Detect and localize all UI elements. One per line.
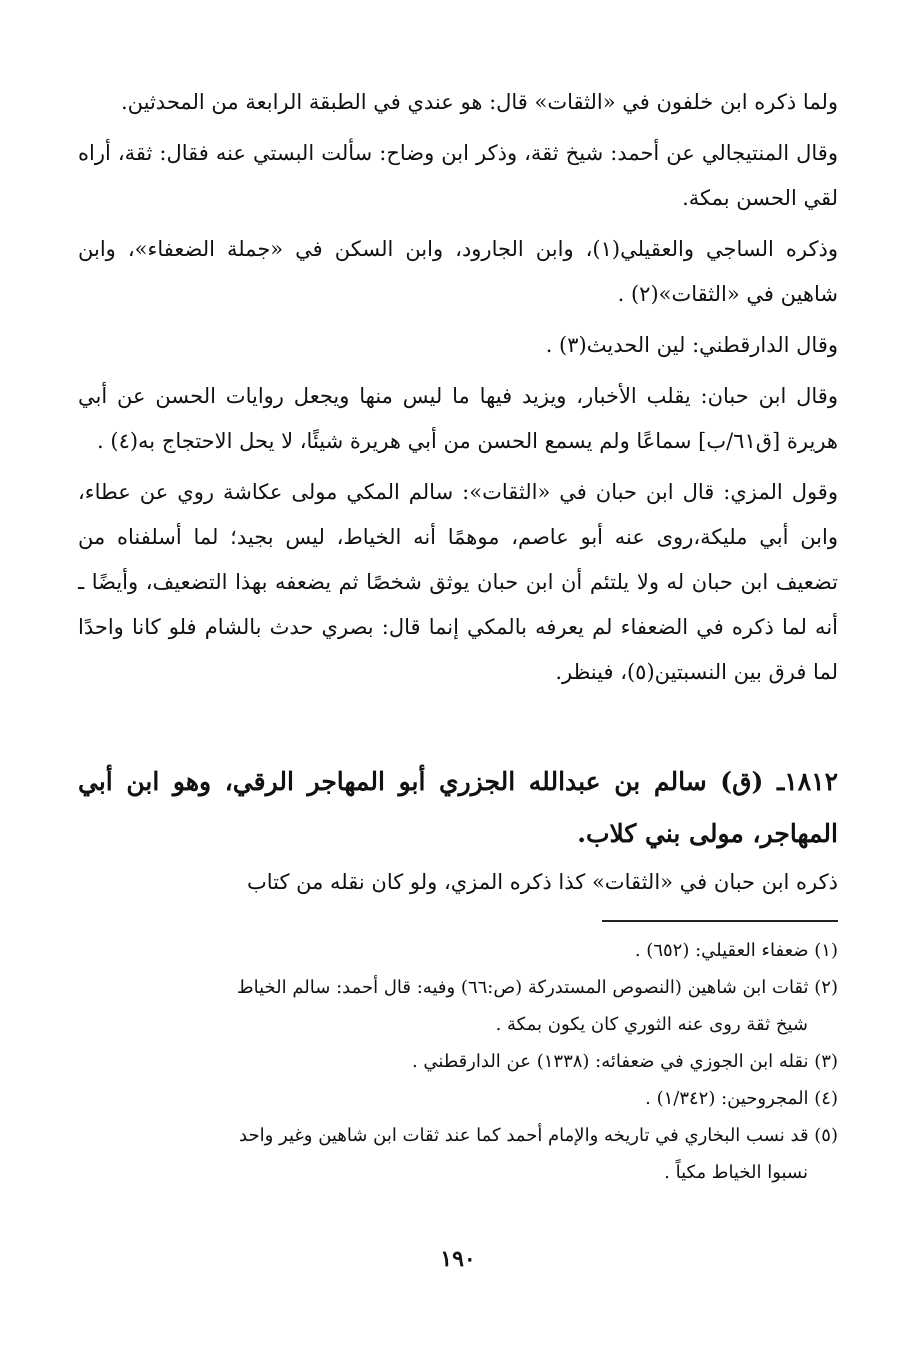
footnote-2-continuation: شيخ ثقة روى عنه الثوري كان يكون بمكة . [495, 1014, 808, 1035]
entry-heading: ١٨١٢ـ (ق) سالم بن عبدالله الجزري أبو المهاجر الرقي، وهو ابن أبي المهاجر، مولى بني كلاب. [78, 767, 838, 848]
paragraph-2: وقال المنتيجالي عن أحمد: شيخ ثقة، وذكر ابن وضاح: سألت البستي عنه فقال: ثقة، أراه لقي الحسن بمكة. [78, 141, 838, 210]
paragraph-5: وقال ابن حبان: يقلب الأخبار، ويزيد فيها ما ليس منها ويجعل روايات الحسن عن أبي هريرة [ق٦١/ب] سماعًا ولم يسمع الحسن من أبي هريرة شيئًا، لا يحل الاحتجاج به(٤) . [78, 384, 838, 453]
footnote-separator [602, 920, 838, 922]
footnote-2: (٢) ثقات ابن شاهين (النصوص المستدركة (ص:٦٦) وفيه: قال أحمد: سالم الخياط [236, 977, 838, 998]
entry-text: ذكره ابن حبان في «الثقات» كذا ذكره المزي، ولو كان نقله من كتاب [246, 870, 838, 894]
main-text [78, 80, 838, 701]
paragraph-3: وذكره الساجي والعقيلي(١)، وابن الجارود، وابن السكن في «جملة الضعفاء»، وابن شاهين في «الثقات»(٢) . [78, 237, 838, 306]
paragraph-6: وقول المزي: قال ابن حبان في «الثقات»: سالم المكي مولى عكاشة روي عن عطاء، وابن أبي مليكة،روى عنه أبو عاصم، موهمًا أنه الخياط، ليس بجيد؛ لما أسلفناه من تضعيف ابن حبان له ولا يلتئم أن ابن حبان يوثق شخصًا ثم يضعفه بهذا التضعيف، وأيضًا ـ أنه لما ذكره في الضعفاء لم يعرفه بالمكي إنما قال: بصري حدث بالشام فلو كانا واحدًا لما فرق بين النسبتين(٥)، فينظر. [78, 480, 838, 684]
footnote-5: (٥) قد نسب البخاري في تاريخه والإمام أحمد كما عند ثقات ابن شاهين وغير واحد [239, 1125, 838, 1146]
footnote-1: (١) ضعفاء العقيلي: (٦٥٢) . [634, 940, 838, 961]
paragraph-1: ولما ذكره ابن خلفون في «الثقات» قال: هو عندي في الطبقة الرابعة من المحدثين. [120, 90, 838, 114]
footnote-3: (٣) نقله ابن الجوزي في ضعفائه: (١٣٣٨) عن الدارقطني . [411, 1051, 838, 1072]
footnotes [78, 932, 838, 1191]
footnote-4: (٤) المجروحين: (١/٣٤٢) . [645, 1088, 838, 1109]
footnote-5-continuation: نسبوا الخياط مكياً . [664, 1162, 808, 1183]
paragraph-4: وقال الدارقطني: لين الحديث(٣) . [545, 333, 838, 357]
page-number: ١٩٠ [440, 1246, 476, 1272]
